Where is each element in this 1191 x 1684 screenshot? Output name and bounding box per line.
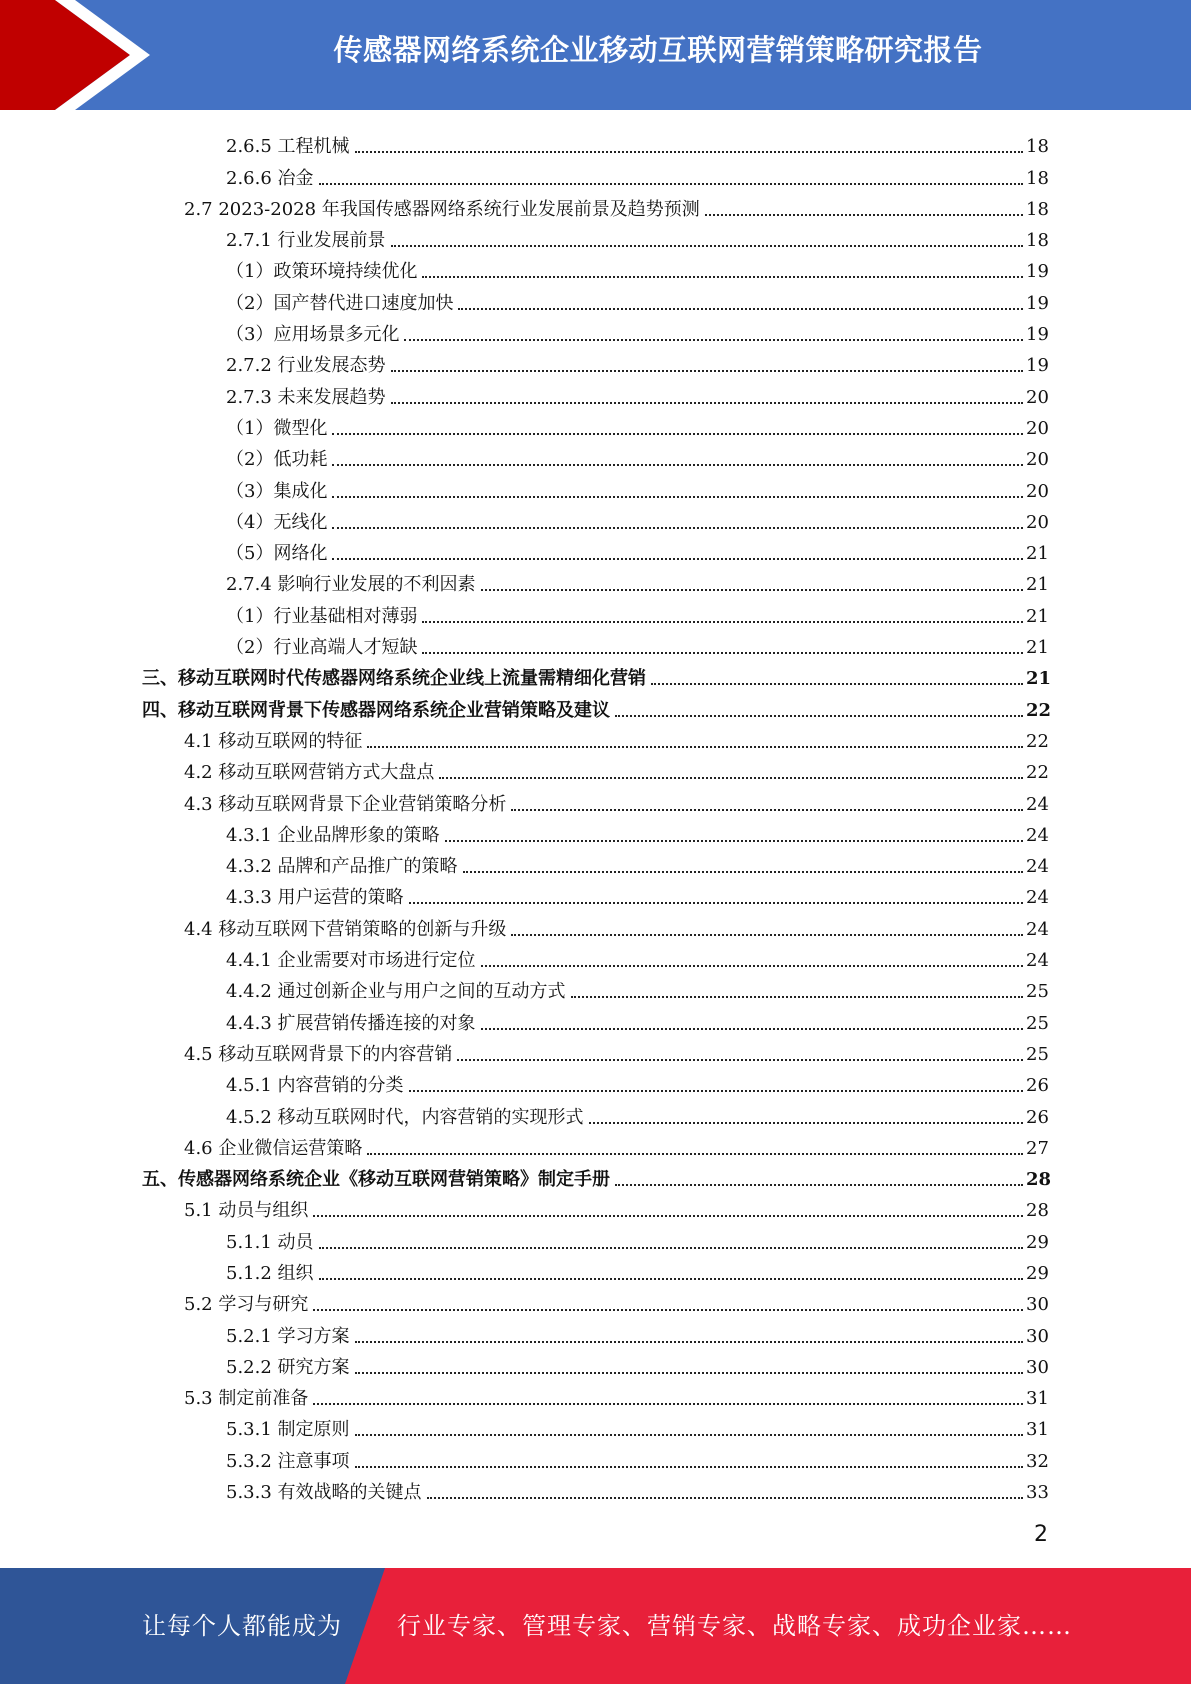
toc-entry-label: 2.7.3 未来发展趋势 <box>226 386 386 408</box>
toc-dot-leader <box>332 496 1023 498</box>
toc-entry-page: 30 <box>1026 1325 1049 1347</box>
toc-entry-page: 20 <box>1026 480 1049 502</box>
toc-dot-leader <box>422 276 1023 278</box>
toc-entry-label: （3）集成化 <box>226 480 328 502</box>
toc-entry-page: 28 <box>1026 1169 1052 1191</box>
toc-entry-label: 4.6 企业微信运营策略 <box>184 1137 363 1159</box>
toc-dot-leader <box>409 902 1023 904</box>
toc-dot-leader <box>463 871 1023 873</box>
toc-entry[interactable] <box>0 690 1191 721</box>
toc-entry-label: 4.4.3 扩展营销传播连接的对象 <box>226 1012 476 1034</box>
toc-entry-label: 4.2 移动互联网营销方式大盘点 <box>184 762 435 784</box>
toc-dot-leader <box>422 652 1023 654</box>
toc-dot-leader <box>409 1090 1023 1092</box>
toc-entry-page: 26 <box>1026 1106 1049 1128</box>
footer-band <box>0 1568 1191 1684</box>
toc-entry[interactable] <box>0 1097 1191 1128</box>
toc-entry-label: （5）网络化 <box>226 543 328 565</box>
toc-dot-leader <box>319 1278 1023 1280</box>
toc-entry-page: 24 <box>1026 950 1049 972</box>
toc-entry-label: 5.3 制定前准备 <box>184 1388 309 1410</box>
toc-entry-page: 18 <box>1026 167 1049 189</box>
toc-entry-page: 19 <box>1026 261 1049 283</box>
toc-entry-label: （1）行业基础相对薄弱 <box>226 605 418 627</box>
toc-entry-label: 2.6.5 工程机械 <box>226 136 350 158</box>
toc-dot-leader <box>481 965 1023 967</box>
toc-entry-label: 2.7.1 行业发展前景 <box>226 230 386 252</box>
toc-entry-page: 21 <box>1026 605 1049 627</box>
toc-entry-page: 22 <box>1026 762 1049 784</box>
toc-entry-page: 32 <box>1026 1450 1049 1472</box>
toc-entry-label: 5.2.2 研究方案 <box>226 1356 350 1378</box>
toc-dot-leader <box>319 1247 1023 1249</box>
toc-entry-page: 30 <box>1026 1356 1049 1378</box>
toc-entry-page: 20 <box>1026 417 1049 439</box>
toc-entry-page: 30 <box>1026 1294 1049 1316</box>
toc-dot-leader <box>391 370 1023 372</box>
toc-dot-leader <box>481 589 1023 591</box>
page-number: 2 <box>1034 1522 1048 1547</box>
toc-dot-leader <box>313 1215 1023 1217</box>
toc-entry-label: 4.4.1 企业需要对市场进行定位 <box>226 950 476 972</box>
toc-entry[interactable] <box>0 628 1191 659</box>
toc-entry-page: 29 <box>1026 1262 1049 1284</box>
toc-dot-leader <box>355 1341 1023 1343</box>
toc-entry[interactable] <box>0 503 1191 534</box>
toc-dot-leader <box>355 1466 1023 1468</box>
toc-entry[interactable] <box>0 1035 1191 1066</box>
toc-entry[interactable] <box>0 377 1191 408</box>
toc-entry-label: 4.4.2 通过创新企业与用户之间的互动方式 <box>226 981 566 1003</box>
toc-entry[interactable] <box>0 1410 1191 1441</box>
toc-dot-leader <box>391 402 1023 404</box>
toc-entry[interactable] <box>0 471 1191 502</box>
toc-entry[interactable] <box>0 1160 1191 1191</box>
toc-entry-label: 4.3.1 企业品牌形象的策略 <box>226 824 440 846</box>
toc-entry[interactable] <box>0 190 1191 221</box>
toc-entry[interactable] <box>0 565 1191 596</box>
toc-entry-page: 21 <box>1026 574 1049 596</box>
toc-entry-label: （1）微型化 <box>226 417 328 439</box>
toc-entry-page: 25 <box>1026 1043 1049 1065</box>
toc-entry-label: 5.1 动员与组织 <box>184 1200 309 1222</box>
toc-entry-label: 2.7.4 影响行业发展的不利因素 <box>226 574 476 596</box>
toc-dot-leader <box>571 996 1023 998</box>
toc-entry[interactable] <box>0 909 1191 940</box>
toc-entry-page: 19 <box>1026 324 1049 346</box>
toc-entry-label: （3）应用场景多元化 <box>226 324 400 346</box>
toc-dot-leader <box>651 683 1023 685</box>
toc-entry[interactable] <box>0 1441 1191 1472</box>
toc-entry[interactable] <box>0 221 1191 252</box>
toc-entry[interactable] <box>0 1254 1191 1285</box>
toc-entry-page: 20 <box>1026 511 1049 533</box>
toc-entry-label: 5.2.1 学习方案 <box>226 1325 350 1347</box>
toc-dot-leader <box>439 777 1023 779</box>
toc-entry-label: 五、传感器网络系统企业《移动互联网营销策略》制定手册 <box>142 1169 610 1191</box>
toc-entry-page: 21 <box>1026 637 1049 659</box>
toc-entry-label: 2.7.2 行业发展态势 <box>226 355 386 377</box>
toc-entry[interactable] <box>0 784 1191 815</box>
toc-entry-label: （2）国产替代进口速度加快 <box>226 292 454 314</box>
toc-dot-leader <box>615 1184 1023 1186</box>
toc-entry-label: 4.4 移动互联网下营销策略的创新与升级 <box>184 918 507 940</box>
toc-entry-label: （4）无线化 <box>226 511 328 533</box>
toc-entry-page: 19 <box>1026 292 1049 314</box>
toc-dot-leader <box>332 433 1023 435</box>
toc-entry-label: 5.3.1 制定原则 <box>226 1419 350 1441</box>
toc-dot-leader <box>457 1059 1023 1061</box>
toc-dot-leader <box>332 558 1023 560</box>
toc-entry[interactable] <box>0 409 1191 440</box>
toc-entry-label: 4.3.3 用户运营的策略 <box>226 887 404 909</box>
toc-entry[interactable] <box>0 1316 1191 1347</box>
toc-entry-label: 4.3 移动互联网背景下企业营销策略分析 <box>184 793 507 815</box>
toc-entry-page: 20 <box>1026 386 1049 408</box>
toc-entry[interactable] <box>0 534 1191 565</box>
toc-entry-label: 四、移动互联网背景下传感器网络系统企业营销策略及建议 <box>142 699 610 721</box>
toc-entry-page: 24 <box>1026 856 1049 878</box>
toc-dot-leader <box>705 214 1023 216</box>
toc-dot-leader <box>404 339 1023 341</box>
toc-dot-leader <box>458 308 1023 310</box>
toc-entry[interactable] <box>0 158 1191 189</box>
toc-entry[interactable] <box>0 1129 1191 1160</box>
toc-dot-leader <box>313 1309 1023 1311</box>
toc-entry-page: 31 <box>1026 1388 1049 1410</box>
footer-slogan-left: 让每个人都能成为 <box>142 1612 342 1640</box>
toc-entry-page: 31 <box>1026 1419 1049 1441</box>
toc-entry-page: 21 <box>1026 668 1052 690</box>
toc-entry-page: 24 <box>1026 824 1049 846</box>
toc-dot-leader <box>422 621 1023 623</box>
toc-entry[interactable] <box>0 1379 1191 1410</box>
toc-entry[interactable] <box>0 1285 1191 1316</box>
toc-entry[interactable] <box>0 816 1191 847</box>
toc-entry[interactable] <box>0 1066 1191 1097</box>
toc-dot-leader <box>367 1153 1023 1155</box>
toc-entry[interactable] <box>0 440 1191 471</box>
toc-entry[interactable] <box>0 1473 1191 1504</box>
toc-dot-leader <box>332 527 1023 529</box>
toc-entry-label: 4.1 移动互联网的特征 <box>184 730 363 752</box>
table-of-contents <box>0 127 1191 1504</box>
toc-entry[interactable] <box>0 596 1191 627</box>
toc-entry-label: 5.1.1 动员 <box>226 1231 314 1253</box>
toc-entry-label: 5.3.3 有效战略的关键点 <box>226 1482 422 1504</box>
toc-entry-label: 5.3.2 注意事项 <box>226 1450 350 1472</box>
toc-entry-page: 22 <box>1026 730 1049 752</box>
toc-dot-leader <box>319 183 1023 185</box>
toc-entry-page: 28 <box>1026 1200 1049 1222</box>
toc-entry-page: 18 <box>1026 136 1049 158</box>
toc-dot-leader <box>355 151 1023 153</box>
toc-entry-page: 20 <box>1026 449 1049 471</box>
header-band <box>0 0 1191 110</box>
toc-entry-page: 26 <box>1026 1075 1049 1097</box>
toc-entry[interactable] <box>0 127 1191 158</box>
toc-entry-label: （2）行业高端人才短缺 <box>226 637 418 659</box>
toc-entry[interactable] <box>0 941 1191 972</box>
toc-entry-label: 4.3.2 品牌和产品推广的策略 <box>226 856 458 878</box>
footer-slogan-right: 行业专家、管理专家、营销专家、战略专家、成功企业家…… <box>397 1612 1072 1640</box>
toc-entry-page: 19 <box>1026 355 1049 377</box>
toc-entry-page: 25 <box>1026 1012 1049 1034</box>
toc-dot-leader <box>615 715 1023 717</box>
toc-entry-label: 5.2 学习与研究 <box>184 1294 309 1316</box>
toc-entry[interactable] <box>0 659 1191 690</box>
toc-entry-label: 5.1.2 组织 <box>226 1262 314 1284</box>
toc-entry-page: 18 <box>1026 198 1049 220</box>
toc-entry-label: （1）政策环境持续优化 <box>226 261 418 283</box>
toc-dot-leader <box>511 809 1023 811</box>
toc-entry[interactable] <box>0 346 1191 377</box>
toc-dot-leader <box>427 1497 1023 1499</box>
toc-entry-page: 29 <box>1026 1231 1049 1253</box>
toc-entry[interactable] <box>0 1191 1191 1222</box>
toc-dot-leader <box>589 1122 1023 1124</box>
toc-entry[interactable] <box>0 972 1191 1003</box>
toc-entry-label: 4.5.1 内容营销的分类 <box>226 1075 404 1097</box>
toc-dot-leader <box>391 245 1023 247</box>
toc-dot-leader <box>367 746 1023 748</box>
toc-entry[interactable] <box>0 847 1191 878</box>
toc-entry-page: 24 <box>1026 793 1049 815</box>
toc-entry[interactable] <box>0 315 1191 346</box>
toc-entry[interactable] <box>0 722 1191 753</box>
toc-dot-leader <box>511 934 1023 936</box>
toc-dot-leader <box>332 464 1023 466</box>
report-title: 传感器网络系统企业移动互联网营销策略研究报告 <box>333 33 983 67</box>
toc-entry-label: 2.7 2023-2028 年我国传感器网络系统行业发展前景及趋势预测 <box>184 198 700 220</box>
toc-entry-page: 25 <box>1026 981 1049 1003</box>
toc-entry[interactable] <box>0 1003 1191 1034</box>
toc-entry[interactable] <box>0 1348 1191 1379</box>
toc-entry-label: 三、移动互联网时代传感器网络系统企业线上流量需精细化营销 <box>142 668 646 690</box>
toc-dot-leader <box>445 840 1023 842</box>
toc-entry-label: 4.5.2 移动互联网时代，内容营销的实现形式 <box>226 1106 584 1128</box>
toc-dot-leader <box>355 1372 1023 1374</box>
toc-entry-label: 4.5 移动互联网背景下的内容营销 <box>184 1043 453 1065</box>
toc-entry-page: 22 <box>1026 699 1052 721</box>
toc-entry-page: 27 <box>1026 1137 1049 1159</box>
toc-entry[interactable] <box>0 1222 1191 1253</box>
toc-dot-leader <box>481 1028 1023 1030</box>
toc-entry-page: 24 <box>1026 918 1049 940</box>
toc-entry[interactable] <box>0 252 1191 283</box>
toc-entry-page: 24 <box>1026 887 1049 909</box>
toc-entry[interactable] <box>0 753 1191 784</box>
toc-entry-page: 33 <box>1026 1482 1049 1504</box>
toc-entry[interactable] <box>0 878 1191 909</box>
toc-dot-leader <box>355 1434 1023 1436</box>
toc-entry-page: 21 <box>1026 543 1049 565</box>
toc-entry-label: 2.6.6 冶金 <box>226 167 314 189</box>
toc-entry-page: 18 <box>1026 230 1049 252</box>
header-arrow-flag <box>0 0 160 110</box>
toc-dot-leader <box>313 1403 1023 1405</box>
toc-entry-label: （2）低功耗 <box>226 449 328 471</box>
toc-entry[interactable] <box>0 283 1191 314</box>
